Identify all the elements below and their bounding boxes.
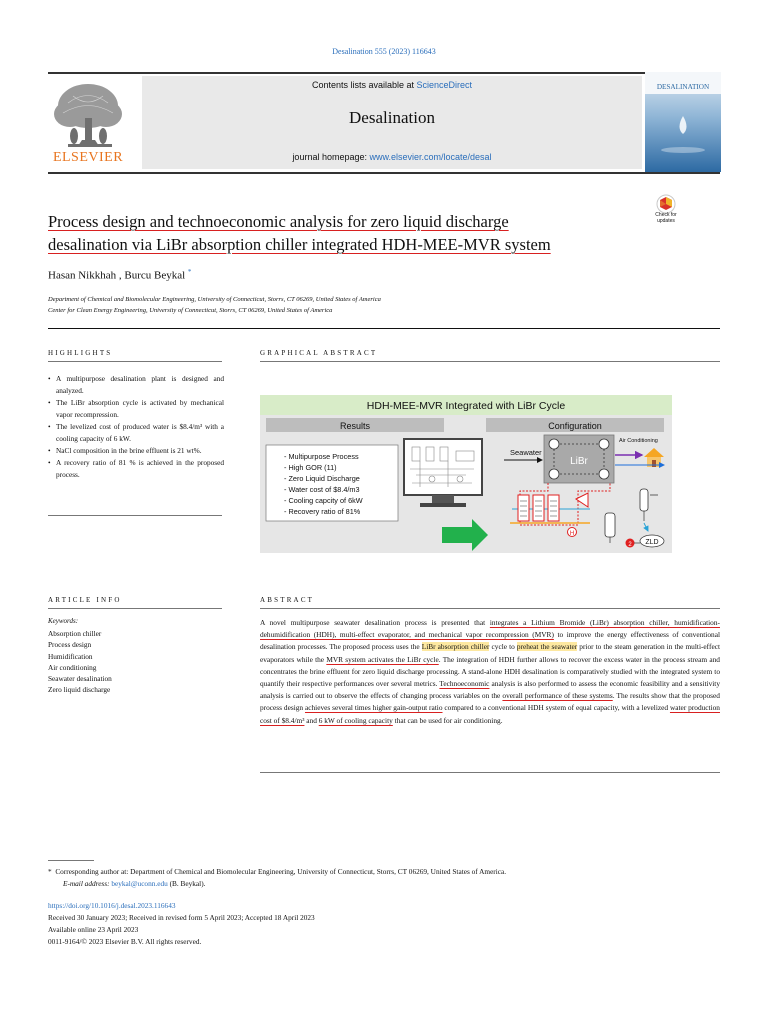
- author-separator: ,: [116, 269, 125, 282]
- ga-evaporator-stack: [518, 495, 559, 521]
- footnote-rule: [48, 860, 94, 861]
- abstract-heading: ABSTRACT: [260, 596, 315, 604]
- copyright-notice: 0011-9164/© 2023 Elsevier B.V. All rights reserved.: [48, 937, 202, 946]
- keyword-item: Absorption chiller: [48, 629, 102, 638]
- highlights-bottom-rule: [48, 515, 222, 516]
- article-info-rule: [48, 608, 222, 609]
- keyword-item: Process design: [48, 640, 92, 650]
- ga-results-label: Results: [339, 421, 371, 431]
- ga-result-item: - Multipurpose Process: [284, 452, 359, 461]
- journal-cover-image[interactable]: [645, 72, 721, 172]
- graphical-abstract-rule: [260, 361, 720, 362]
- ga-seawater-label: Seawater: [510, 448, 542, 457]
- email-link[interactable]: beykal@uconn.edu: [111, 879, 168, 888]
- keyword-item: Zero liquid discharge: [48, 685, 111, 695]
- ga-pump-icon: [549, 469, 559, 479]
- abstract-underlined-run: water production cost of $8.4/m³: [260, 703, 720, 725]
- keywords-list: [48, 628, 112, 696]
- ga-pump-icon: [599, 439, 609, 449]
- abstract-text-run: that can be used for air conditioning.: [392, 715, 503, 725]
- publisher-wordmark: ELSEVIER: [52, 150, 124, 165]
- keyword-item: Humidification: [48, 651, 93, 661]
- keyword-item: Seawater desalination: [48, 674, 112, 684]
- highlights-rule: [48, 361, 222, 362]
- graphical-abstract-figure[interactable]: [260, 395, 672, 553]
- available-online-date: Available online 23 April 2023: [48, 925, 139, 934]
- header-top-rule: [48, 72, 720, 74]
- ga-result-item: - Water cost of $8.4/m3: [284, 485, 360, 494]
- ga-result-item: - High GOR (11): [284, 463, 337, 472]
- author-list: [48, 268, 191, 282]
- abstract-underlined-run: MVR system activates the LiBr cycle: [326, 654, 439, 664]
- abstract-text-run: . The results show that the proposed process design: [260, 691, 720, 713]
- ga-banner-title: HDH-MEE-MVR Integrated with LiBr Cycle: [366, 400, 566, 412]
- corresponding-author-note: [48, 866, 720, 877]
- abstract-text-run: analysis is also performed to assess the economic feasibility and a sensitivity analysis is carried out to observe the effects of changing process variables on the: [260, 679, 721, 701]
- abstract-underlined-run: achieves several times higher gain-output ratio: [304, 703, 443, 713]
- ga-step-2-label: 2: [628, 542, 632, 548]
- keywords-label: Keywords:: [48, 617, 79, 625]
- abstract-underlined-run: overall performance of these systems: [502, 691, 613, 701]
- highlight-item: • A recovery ratio of 81 % is achieved in the proposed process.: [48, 457, 224, 481]
- abstract-text-run: compared to a conventional HDH system of equal capacity, with a levelized: [442, 703, 670, 713]
- check-for-updates-label: [640, 212, 692, 224]
- ga-libr-label: LiBr: [570, 456, 588, 467]
- abstract-underlined-run: integrates a Lithium Bromide (LiBr) absorption chiller, humidification-dehumidification (HDH), multi-effect evaporator, and mechanical vapor recompression (MVR): [260, 618, 720, 640]
- title-line-2: desalination via LiBr absorption chiller integrated HDH-MEE-MVR system: [48, 235, 551, 254]
- footnote-mark: *: [48, 867, 52, 876]
- abstract-text-run: to improve the energy effectiveness of conventional desalination processes. The proposed process uses the: [260, 630, 720, 652]
- cover-title: DESALINATION: [656, 83, 710, 91]
- keyword-item: Air conditioning: [48, 662, 97, 672]
- ga-pump-icon: [549, 439, 559, 449]
- affiliation: Center for Clean Energy Engineering, University of Connecticut, Storrs, CT 06269, United States of America: [48, 307, 333, 314]
- email-label: E-mail address:: [63, 879, 110, 888]
- crossmark-label-line-2: updates: [657, 218, 675, 224]
- affiliation: Department of Chemical and Biomolecular Engineering, University of Connecticut, Storrs, CT 06269, United States of America: [48, 296, 381, 303]
- corresponding-author-text: Corresponding author at: Department of Chemical and Biomolecular Engineering, University of Connecticut, Storrs, CT 06269, United States of America.: [55, 867, 507, 876]
- homepage-prefix: journal homepage:: [292, 152, 370, 162]
- ga-result-item: - Recovery ratio of 81%: [284, 507, 361, 516]
- highlights-list: [48, 373, 224, 481]
- title-line-1: Process design and technoeconomic analysis for zero liquid discharge: [48, 212, 509, 231]
- abstract-text-run: . The integration of HDH further allows to recover the excess water in the process stream and concentrates the brine effluent for zero liquid discharge processing. A stand-alone HDH desalination is comparatively studied with the integrated system to quantify their respective performances over several metrics.: [260, 654, 720, 689]
- journal-reference-link[interactable]: Desalination 555 (2023) 116643: [332, 47, 436, 56]
- abstract-highlighted-run: LiBr absorption chiller: [421, 642, 490, 652]
- abstract-text-run: A novel multipurpose seawater desalination process is presented that: [260, 618, 490, 627]
- received-dates: Received 30 January 2023; Received in revised form 5 April 2023; Accepted 18 April 2023: [48, 913, 315, 922]
- contents-prefix: Contents lists available at: [311, 80, 417, 90]
- highlight-item: • A multipurpose desalination plant is designed and analyzed.: [48, 373, 224, 397]
- title-block-rule: [48, 328, 720, 329]
- journal-homepage: [142, 152, 642, 162]
- ga-config-label: Configuration: [548, 421, 602, 431]
- highlight-item: • The LiBr absorption cycle is activated by mechanical vapor recompression.: [48, 397, 224, 421]
- ga-zld-label: ZLD: [645, 539, 659, 546]
- abstract-rule: [260, 608, 720, 609]
- abstract-text-run: cycle to: [489, 642, 517, 652]
- ga-pump-icon: [599, 469, 609, 479]
- abstract-underlined-run: Technoeconomic: [439, 679, 490, 689]
- abstract-text-run: prior to the steam generation in the multi-effect evaporators while the: [260, 642, 721, 664]
- journal-homepage-link[interactable]: www.elsevier.com/locate/desal: [369, 152, 492, 162]
- header-bottom-rule: [48, 172, 720, 174]
- contents-availability: [142, 80, 642, 90]
- doi-link[interactable]: https://doi.org/10.1016/j.desal.2023.116643: [48, 901, 176, 910]
- ga-result-item: - Zero Liquid Discharge: [284, 474, 360, 483]
- highlights-heading: HIGHLIGHTS: [48, 349, 113, 357]
- article-info-heading: ARTICLE INFO: [48, 596, 122, 604]
- abstract-highlighted-run: preheat the seawater: [516, 642, 578, 652]
- article-title: [48, 210, 648, 256]
- author-name[interactable]: Burcu Beykal: [124, 269, 186, 282]
- crossmark-label-line-1: Check for: [655, 212, 677, 218]
- journal-name: Desalination: [349, 108, 435, 127]
- abstract-body: [260, 617, 720, 727]
- sciencedirect-link[interactable]: ScienceDirect: [416, 80, 473, 90]
- author-name[interactable]: Hasan Nikkhah: [48, 269, 117, 282]
- highlight-item: • NaCl composition in the brine effluent is 21 wt%.: [48, 445, 224, 457]
- abstract-bottom-rule: [260, 772, 720, 773]
- ga-ac-label: Air Conditioning: [619, 438, 658, 444]
- email-suffix: (B. Beykal).: [169, 879, 206, 888]
- abstract-text-run: and: [304, 715, 319, 725]
- email-note: [48, 878, 735, 889]
- graphical-abstract-heading: GRAPHICAL ABSTRACT: [260, 349, 378, 357]
- corresponding-author-mark[interactable]: *: [187, 268, 192, 276]
- abstract-underlined-run: 6 kW of cooling capacity: [318, 715, 393, 725]
- ga-result-item: - Cooling capcity of 6kW: [284, 496, 363, 505]
- ga-heater-label: H: [569, 531, 575, 537]
- highlight-item: • The levelized cost of produced water is $8.4/m³ with a cooling capacity of 6 kW.: [48, 421, 224, 445]
